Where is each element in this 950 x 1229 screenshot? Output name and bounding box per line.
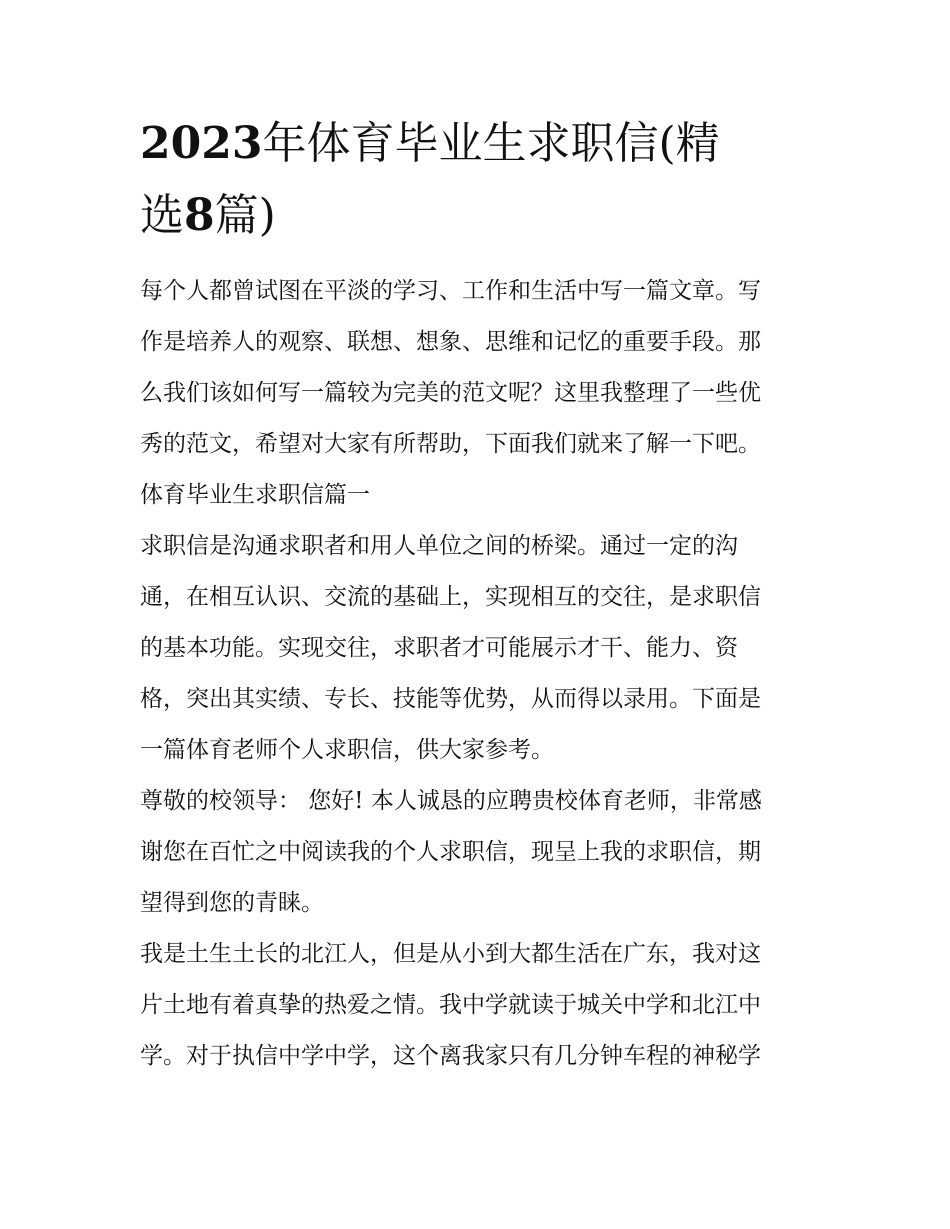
text-line: 通，在相互认识、交流的基础上，实现相互的交往，是求职信 <box>140 584 761 610</box>
text-line: 望得到您的青睐。 <box>140 890 324 916</box>
text-line: 作是培养人的观察、联想、想象、思维和记忆的重要手段。那 <box>140 329 761 355</box>
title-text-2a: 选 <box>140 190 184 241</box>
text-line: 每个人都曾试图在平淡的学习、工作和生活中写一篇文章。写 <box>140 278 761 304</box>
text-line: 谢您在百忙之中阅读我的个人求职信，现呈上我的求职信，期 <box>140 839 761 865</box>
body-text <box>140 266 820 1082</box>
text-line: 尊敬的校领导： 您好! 本人诚恳的应聘贵校体育老师，非常感 <box>140 788 762 814</box>
title-year: 2023 <box>140 118 263 169</box>
text-line: 学。对于执信中学中学，这个离我家只有几分钟车程的神秘学 <box>140 1043 761 1069</box>
document-title <box>140 108 820 252</box>
text-line: 秀的范文，希望对大家有所帮助，下面我们就来了解一下吧。 <box>140 431 761 457</box>
text-line: 一篇体育老师个人求职信，供大家参考。 <box>140 737 554 763</box>
text-line: 么我们该如何写一篇较为完美的范文呢？这里我整理了一些优 <box>140 380 761 406</box>
text-line: 我是土生土长的北江人，但是从小到大都生活在广东，我对这 <box>140 941 761 967</box>
text-line: 的基本功能。实现交往，求职者才可能展示才干、能力、资 <box>140 635 738 661</box>
section-heading: 体育毕业生求职信篇一 <box>140 482 370 508</box>
text-line: 格，突出其实绩、专长、技能等优势，从而得以录用。下面是 <box>140 686 761 712</box>
document-page <box>140 108 820 1082</box>
text-line: 片土地有着真挚的热爱之情。我中学就读于城关中学和北江中 <box>140 992 761 1018</box>
title-count: 8 <box>184 190 215 241</box>
title-text-1: 年体育毕业生求职信(精 <box>262 118 720 169</box>
title-line-1 <box>140 108 820 180</box>
title-text-2b: 篇) <box>214 190 276 241</box>
title-line-2 <box>140 180 820 252</box>
text-line: 求职信是沟通求职者和用人单位之间的桥梁。通过一定的沟 <box>140 533 738 559</box>
